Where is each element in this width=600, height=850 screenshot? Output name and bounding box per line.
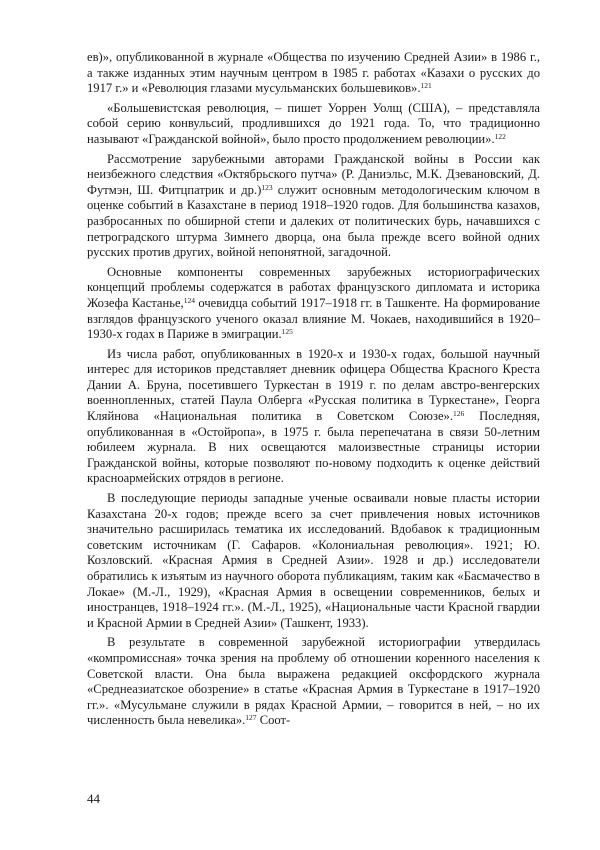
paragraph-text: «Большевистская революция, – пишет Уоррен Уолщ (США), – представляла собой серию конвульсий, продлившихся до 1921 года. То, что традиционно называют «Гражданской войной», было просто продолжением революции». — [87, 100, 540, 146]
paragraph-text: служит основным методологическим ключом в оценке событий в Казахстане в период 1918–1920 годов. Для большинства казахов, разбросанных по обширной степи и далеких от политических бурь, начавшихся с петроградского штурма Зимнего дворца, она была прежде всего войной одних русских против других, войной непонятной, загадочной. — [87, 182, 540, 260]
footnote-ref: 127 — [245, 713, 257, 723]
paragraph-text: Соот- — [256, 713, 291, 728]
paragraph-text: В последующие периоды западные ученые осваивали новые пласты истории Казахстана 20-х годов; прежде всего за счет привлечения новых источников значительно расширилась тематика их исследований. Вдобавок к традиционным советским источникам (Г. Сафаров. «Колониальная революция». 1921; Ю. Козловский. «Красная Армия в Средней Азии». 1928 и др.) исследователи обратились к изъятым из научного оборота публикациям, таким как «Басмачество в Локае» (М.-Л., 1929), «Красная Армия в освещении современников, белых и иностранцев, 1918–1924 гг.». (М.-Л., 1925), «Национальные части Красной гвардии и Красной Армии в Средней Азии» (Ташкент, 1933). — [87, 491, 540, 630]
paragraph — [87, 265, 540, 343]
paragraph-text: ев)», опубликованной в журнале «Общества по изучению Средней Азии» в 1986 г., а также изданных этим научным центром в 1985 г. работах «Казахи о русских до 1917 г.» и «Революция глазами мусульманских большевиков». — [87, 50, 540, 96]
footnote-ref: 122 — [494, 131, 506, 141]
footnote-ref: 121 — [420, 81, 432, 91]
paragraph — [87, 101, 540, 148]
footnote-ref: 123 — [261, 182, 273, 192]
paragraph — [87, 491, 540, 631]
footnote-ref: 125 — [281, 327, 293, 337]
paragraph — [87, 347, 540, 487]
paragraph-text: Из числа работ, опубликованных в 1920-х и 1930-х годах, большой научный интерес для историков представляет дневник офицера Общества Красного Креста Дании А. Бруна, посетившего Туркестан в 1919 г. по делам австро-венгерских военнопленных, статей Паула Олберга «Русская политика в Туркестане», Георга Кляйнова «Национальная политика в Советском Союзе». — [87, 346, 540, 424]
page-body — [87, 50, 540, 733]
paragraph-text: очевидца событий 1917–1918 гг. в Ташкенте. На формирование взглядов французского ученого оказал влияние М. Чокаев, находившийся в 1920–1930-х годах в Париже в эмиграции. — [87, 295, 540, 342]
paragraph — [87, 152, 540, 261]
footnote-ref: 126 — [452, 409, 465, 419]
page-number: 44 — [87, 791, 100, 806]
paragraph — [87, 635, 540, 729]
paragraph-text: Рассмотрение зарубежными авторами Гражданской войны в России как неизбежного следствия «Октябрьского путча» (Р. Даниэльс, М.К. Дзевановский, Д. Футмэн, Ш. Фитцпатрик и др.) — [87, 151, 540, 197]
paragraph — [87, 50, 540, 97]
paragraph-text: В результате в современной зарубежной историографии утвердилась «компромиссная» точка зрения на проблему об отношении коренного населения к Советской власти. Она была выражена редакцией оксфордского журнала «Среднеазиатское обозрение» в статье «Красная Армия в Туркестане в 1917–1920 гг.». «Мусульмане служили в рядах Красной Армии, – говорится в ней, – но их численность была невелика». — [87, 635, 540, 728]
paragraph-text: Основные компоненты современных зарубежных историографических концепций проблемы содержатся в работах французского дипломата и историка Жозефа Кастанье, — [87, 264, 540, 310]
footnote-ref: 124 — [183, 295, 195, 305]
paragraph-text: Последняя, опубликованная в «Остойропа», в 1975 г. была перепечатана в связи 50-летним юбилеем журнала. В них освещаются малоизвестные страницы истории Гражданской войны, которые позволяют по-новому подходить к оценке действий красноармейских отрядов в регионе. — [87, 409, 540, 486]
